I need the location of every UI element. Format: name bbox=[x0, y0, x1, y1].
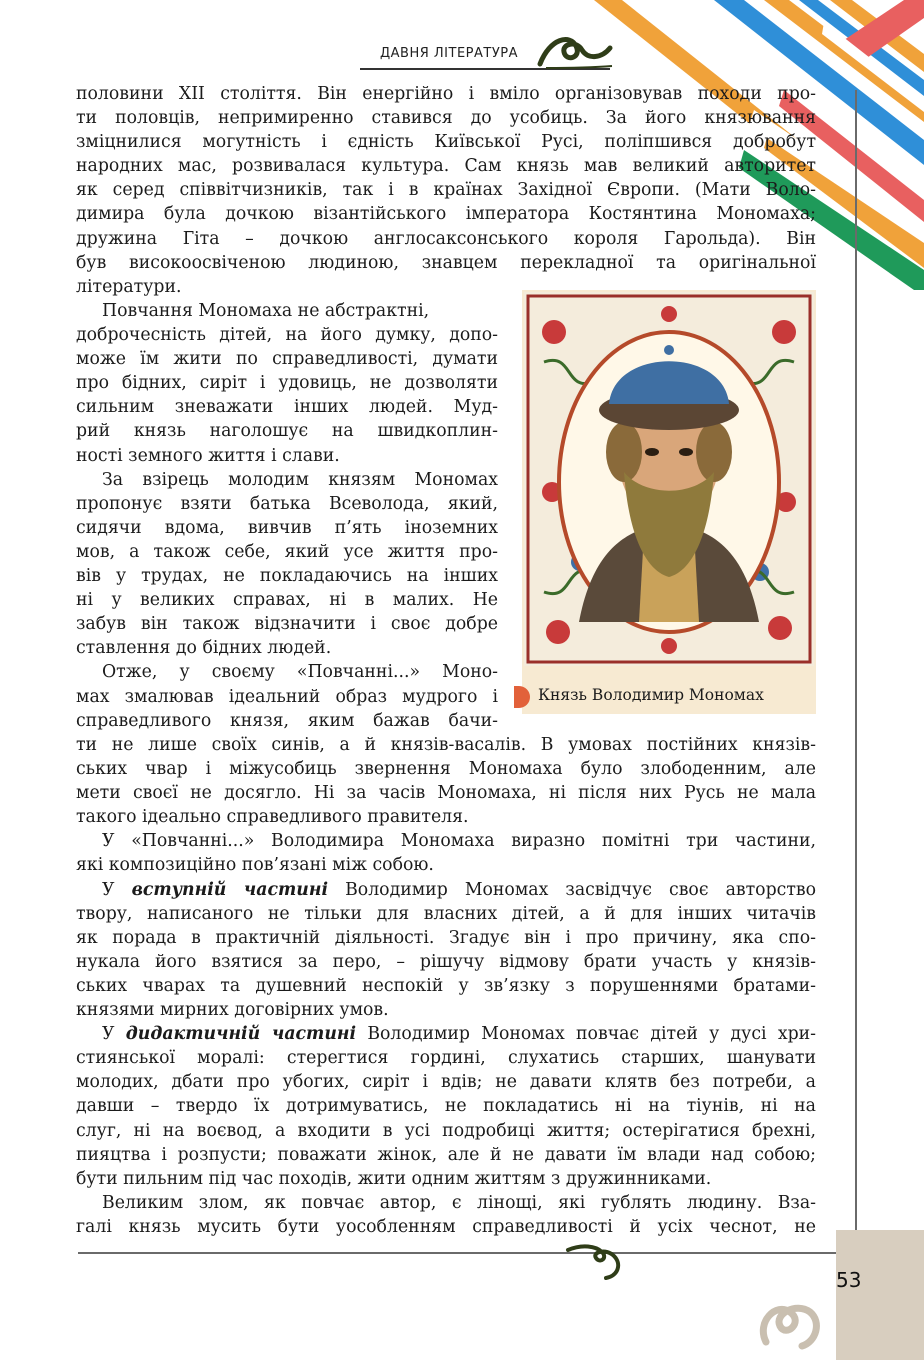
text-line: літератури. bbox=[76, 276, 182, 297]
text-line: Повчання Мономаха не абстрактні, bbox=[102, 301, 430, 321]
corner-panel bbox=[836, 1230, 924, 1360]
flourish-ornament-icon bbox=[536, 28, 616, 70]
text-line: ських чварах та душевний неспокій у зв’язку з порушеннями братами- bbox=[76, 975, 816, 996]
text-line: галі князь мусить бути уособленням справедливості й усіх чеснот, не bbox=[76, 1216, 816, 1237]
figure-caption: Князь Володимир Мономах bbox=[538, 686, 764, 704]
caption-marker bbox=[514, 686, 530, 708]
text-line: Великим злом, як повчає автор, є лінощі, які гублять людину. Вза- bbox=[102, 1192, 816, 1213]
text-line: половини XII століття. Він енергійно і вміло організовував походи про- bbox=[76, 84, 816, 104]
text-line: слуг, ні на воєвод, а входити в усі подробиці життя; остерігатися брехні, bbox=[76, 1120, 816, 1141]
text-line: які композиційно пов’язані між собою. bbox=[76, 855, 434, 876]
text-line: князями мирних договірних умов. bbox=[76, 1000, 389, 1021]
running-header: ДАВНЯ ЛІТЕРАТУРА bbox=[380, 46, 518, 61]
text-line: дружина Гіта – дочкою англосаксонського короля Гарольда). Він bbox=[76, 228, 816, 249]
term-introductory-part: вступній частині bbox=[131, 879, 329, 900]
text-line: сильним зневажати інших людей. Муд- bbox=[76, 397, 498, 418]
text-line: ти не лише своїх синів, а й князів-васалів. В умовах постійних князів- bbox=[76, 735, 816, 755]
portrait-image bbox=[524, 292, 814, 666]
text-line: пияцтва і розпусти; поважати жінок, але й не давати їм влади над собою; bbox=[76, 1144, 816, 1165]
page-frame-bottom bbox=[78, 1252, 856, 1254]
text-line: може їм жити по справедливості, думати bbox=[76, 349, 498, 370]
text-line: У вступній частині Володимир Мономах засвідчує своє авторство bbox=[102, 879, 817, 900]
text-line: вів у трудах, не покладаючись на інших bbox=[76, 566, 498, 587]
text-line: доброчесність дітей, на його думку, допо- bbox=[76, 325, 498, 346]
text-line: зміцнилися могутність і єдність Київської Русі, поліпшився добробут bbox=[76, 132, 816, 153]
text-intro bbox=[76, 82, 816, 299]
text-line: такого ідеально справедливого правителя. bbox=[76, 807, 469, 828]
text-line: давши – твердо їх дотримуватись, не покладатись ні на тіунів, ні на bbox=[76, 1096, 816, 1117]
text-line: ставлення до бідних людей. bbox=[76, 638, 332, 659]
text-line: мети своєї не досягло. Ні за часів Мономаха, ні після них Русь не мала bbox=[76, 783, 816, 804]
text-line: як порада в практичній діяльності. Згадує він і про причину, яка спо- bbox=[76, 927, 816, 948]
text-line: про бідних, сиріт і удовиць, не дозволяти bbox=[76, 373, 498, 394]
page-frame-right bbox=[855, 90, 857, 1255]
text-line: ти половців, непримиренно ставився до усобиць. За його князювання bbox=[76, 108, 816, 129]
text-line: У дидактичній частині Володимир Мономах повчає дітей у дусі хри- bbox=[102, 1024, 816, 1045]
portrait-figure bbox=[522, 290, 816, 714]
text-line: нукала його взятися за перо, – рішучу відмову брати участь у князів- bbox=[76, 951, 816, 972]
text-line: мах змалював ідеальний образ мудрого і bbox=[76, 686, 498, 707]
text-line: був високоосвіченою людиною, знавцем перекладної та оригінальної bbox=[76, 252, 816, 273]
term-didactic-part: дидактичній частині bbox=[125, 1024, 357, 1045]
text-side-column bbox=[76, 299, 498, 733]
text-line: димира була дочкою візантійського імператора Костянтина Мономаха; bbox=[76, 204, 816, 225]
page-number: 53 bbox=[836, 1268, 862, 1292]
text-line: стиянської моралі: стерегтися гордині, слухатись старших, шанувати bbox=[76, 1048, 816, 1069]
text-line: молодих, дбати про убогих, сиріт і вдів; не давати клятв без потреби, а bbox=[76, 1072, 816, 1093]
text-line: забув він також відзначити і своє добре bbox=[76, 614, 498, 635]
text-line: рий князь наголошує на швидкоплин- bbox=[76, 421, 498, 442]
text-line: твору, написаного не тільки для власних дітей, а й для інших читачів bbox=[76, 903, 816, 924]
text-line: ських чвар і міжусобиць звернення Мономаха було злободенним, але bbox=[76, 759, 816, 780]
text-line: ності земного життя і слави. bbox=[76, 445, 340, 466]
text-line: бути пильним під час походів, жити одним життям з дружинниками. bbox=[76, 1168, 712, 1189]
flourish-ornament-icon bbox=[562, 1242, 642, 1282]
text-line: пропонує взяти батька Всеволода, який, bbox=[76, 493, 498, 514]
text-line: справедливого князя, яким бажав бачи- bbox=[76, 710, 498, 731]
decorative-swirl-icon bbox=[756, 1282, 826, 1352]
text-line: сидячи вдома, вивчив п’ять іноземних bbox=[76, 517, 498, 538]
text-line: У «Повчанні...» Володимира Мономаха виразно помітні три частини, bbox=[102, 831, 816, 852]
text-line: Отже, у своєму «Повчанні...» Моно- bbox=[102, 662, 498, 683]
text-line: За взірець молодим князям Мономах bbox=[102, 469, 498, 490]
text-main bbox=[76, 733, 816, 1239]
text-line: ні у великих справах, ні в малих. Не bbox=[76, 590, 498, 611]
text-line: мов, а також себе, який усе життя про- bbox=[76, 541, 498, 562]
text-line: як серед співвітчизників, так і в країнах Західної Європи. (Мати Воло- bbox=[76, 180, 816, 201]
text-line: народних мас, розвивалася культура. Сам князь мав великий авторитет bbox=[76, 156, 816, 177]
